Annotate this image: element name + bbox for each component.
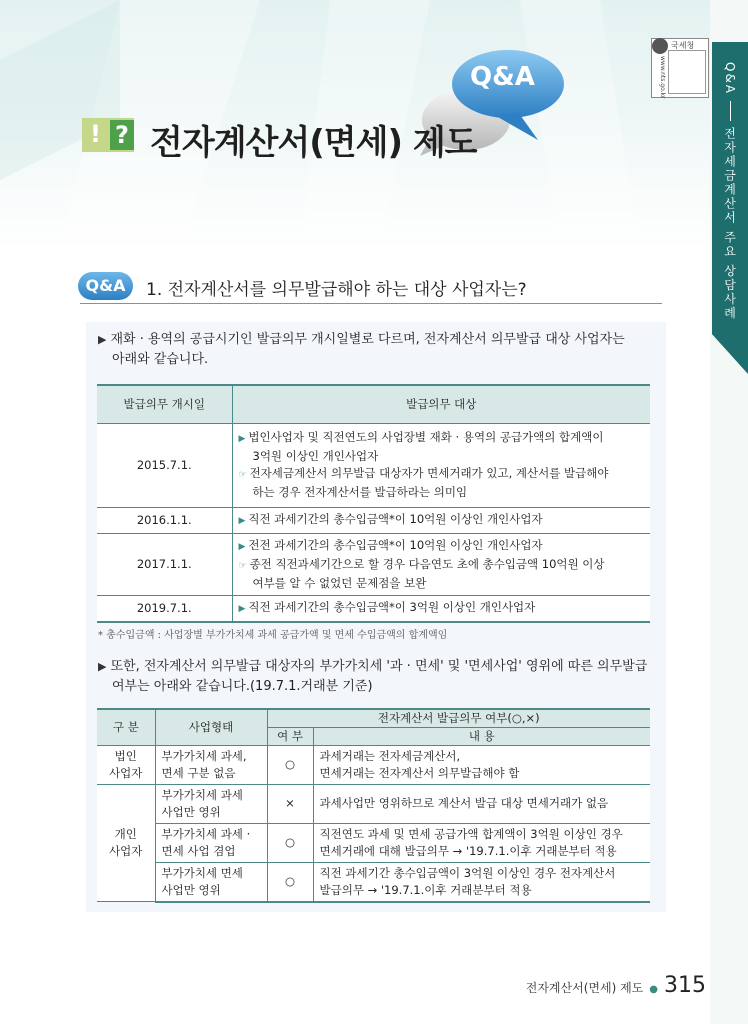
obligation-content: [313, 784, 650, 823]
table2-header-type: 사업형태: [155, 709, 267, 745]
business-type-table: [97, 708, 650, 903]
title-icon: [82, 118, 134, 152]
table-row: [97, 862, 650, 902]
footnote: * 총수입금액 : 사업장별 부가가치세 과세 공급가액 및 면세 수입금액의 합계액임: [98, 630, 448, 641]
obligation-content: [313, 862, 650, 902]
side-tab-part1: Q&A: [723, 62, 737, 96]
type-line: 사업만 영위: [161, 804, 221, 819]
type-line: 부가가치세 과세 ·: [161, 826, 251, 841]
type-line: 부가가치세 면세: [161, 865, 243, 880]
table2-header-group: 전자계산서 발급의무 여부(○,×): [267, 709, 650, 727]
intro-paragraph: [98, 330, 625, 370]
question-text: 1. 전자계산서를 의무발급해야 하는 대상 사업자는?: [146, 280, 527, 300]
pointing-hand-icon: ☞: [238, 560, 247, 571]
target-line: 전전 과세기간의 총수입금액*이 10억원 이상인 개인사업자: [248, 537, 543, 552]
category-line: 사업자: [109, 843, 143, 858]
pointing-hand-icon: ☞: [238, 470, 247, 480]
category-line: 사업자: [109, 765, 143, 780]
nts-url: www.nts.go.kr: [659, 56, 666, 99]
side-tab-part2: 전자세금계산서 주요 상담사례: [722, 127, 737, 321]
category-corporate: [97, 745, 155, 784]
type-line: 면세 구분 없음: [161, 765, 236, 780]
type-line: 면세 사업 겸업: [161, 843, 236, 858]
nts-qr-area: [668, 50, 706, 94]
title-icon-question: ?: [110, 120, 134, 150]
table-row: [97, 533, 650, 595]
obligation-mark: ○: [267, 862, 313, 902]
bullet-arrow-icon: ▶: [98, 660, 107, 673]
table-row: [97, 423, 650, 507]
content-line: 과세거래는 전자세금계산서,: [319, 748, 461, 763]
target-line: 하는 경우 전자계산서를 발급하라는 의미임: [252, 485, 468, 499]
row-target: [232, 507, 650, 533]
obligation-content: [313, 823, 650, 862]
page-title: 전자계산서(면세) 제도: [150, 123, 477, 163]
target-line: 직전 과세기간의 총수입금액*이 3억원 이상인 개인사업자: [248, 599, 536, 614]
obligation-start-table: [97, 384, 650, 623]
type-line: 부가가치세 과세: [161, 787, 243, 802]
content-line: 발급의무 → '19.7.1.이후 거래분부터 적용: [319, 882, 532, 897]
table-row: [97, 595, 650, 622]
content-line: 직전 과세기간 총수입금액이 3억원 이상인 경우 전자계산서: [319, 865, 616, 880]
target-line: 3억원 이상인 개인사업자: [252, 449, 379, 463]
triangle-bullet-icon: ▶: [238, 434, 246, 444]
target-line: 종전 직전과세기간으로 할 경우 다음연도 초에 총수입금액 10억원 이상: [249, 556, 605, 571]
type-line: 사업만 영위: [161, 882, 221, 897]
content-line: 과세사업만 영위하므로 계산서 발급 대상 면세거래가 없음: [319, 796, 609, 810]
section-side-tab-label: [712, 62, 748, 322]
target-line: 여부를 알 수 없었던 문제점을 보완: [252, 575, 427, 590]
target-line: 직전 과세기간의 총수입금액*이 10억원 이상인 개인사업자: [248, 511, 543, 526]
triangle-bullet-icon: ▶: [238, 541, 246, 552]
table1-header-date: 발급의무 개시일: [97, 385, 232, 423]
table2-header-content: 내 용: [313, 727, 650, 745]
title-icon-exclamation: !: [90, 120, 101, 148]
category-individual: [97, 784, 155, 902]
question-underline: [80, 303, 662, 304]
business-type: [155, 784, 267, 823]
row-date: 2017.1.1.: [97, 533, 232, 595]
table2-header-yn: 여 부: [267, 727, 313, 745]
row-date: 2015.7.1.: [97, 423, 232, 507]
qa-bubble-label: Q&A: [470, 62, 535, 92]
qa-badge: Q&A: [78, 272, 133, 300]
triangle-bullet-icon: ▶: [238, 515, 246, 526]
nts-logo: [652, 38, 668, 54]
table-row: [97, 745, 650, 784]
type-line: 부가가치세 과세,: [161, 748, 247, 763]
target-line: 법인사업자 및 직전연도의 사업장별 재화 · 용역의 공급가액의 합계액이: [248, 430, 604, 444]
table1-header-target: 발급의무 대상: [232, 385, 650, 423]
content-line: 면세거래에 대해 발급의무 → '19.7.1.이후 거래분부터 적용: [319, 843, 617, 858]
footer-title: 전자계산서(면세) 제도: [525, 981, 644, 995]
table2-header-category: 구 분: [97, 709, 155, 745]
page-number: 315: [664, 973, 706, 998]
obligation-mark: ○: [267, 745, 313, 784]
category-line: 법인: [114, 748, 137, 763]
obligation-content: [313, 745, 650, 784]
second-paragraph: [98, 657, 647, 697]
obligation-mark: ○: [267, 823, 313, 862]
content-line: 직전연도 과세 및 면세 공급가액 합계액이 3억원 이상인 경우: [319, 826, 623, 841]
bullet-arrow-icon: ▶: [98, 333, 107, 346]
page-footer: [526, 973, 706, 998]
business-type: [155, 823, 267, 862]
nts-label: 국세청: [671, 41, 695, 50]
row-target: [232, 533, 650, 595]
table-row: [97, 823, 650, 862]
para2-line1: 또한, 전자계산서 의무발급 대상자의 부가가치세 '과 · 면세' 및 '면세사업' 영위에 따른 의무발급: [110, 659, 648, 674]
content-line: 면세거래는 전자계산서 의무발급해야 함: [319, 765, 520, 780]
side-tab-divider: [730, 101, 731, 121]
triangle-bullet-icon: ▶: [238, 603, 246, 614]
intro-line1: 재화 · 용역의 공급시기인 발급의무 개시일별로 다르며, 전자계산서 의무발급 대상 사업자는: [110, 332, 625, 347]
row-target: [232, 423, 650, 507]
business-type: [155, 745, 267, 784]
row-date: 2019.7.1.: [97, 595, 232, 622]
row-date: 2016.1.1.: [97, 507, 232, 533]
table-row: [97, 784, 650, 823]
footer-dot-icon: ●: [649, 984, 658, 995]
business-type: [155, 862, 267, 902]
intro-line2: 아래와 같습니다.: [112, 352, 209, 367]
row-target: [232, 595, 650, 622]
obligation-mark: ×: [267, 784, 313, 823]
table-row: [97, 507, 650, 533]
target-line: 전자세금계산서 의무발급 대상자가 면세거래가 있고, 계산서를 발급해야: [249, 466, 609, 480]
category-line: 개인: [114, 826, 137, 841]
para2-line2: 여부는 아래와 같습니다.(19.7.1.거래분 기준): [112, 679, 373, 694]
